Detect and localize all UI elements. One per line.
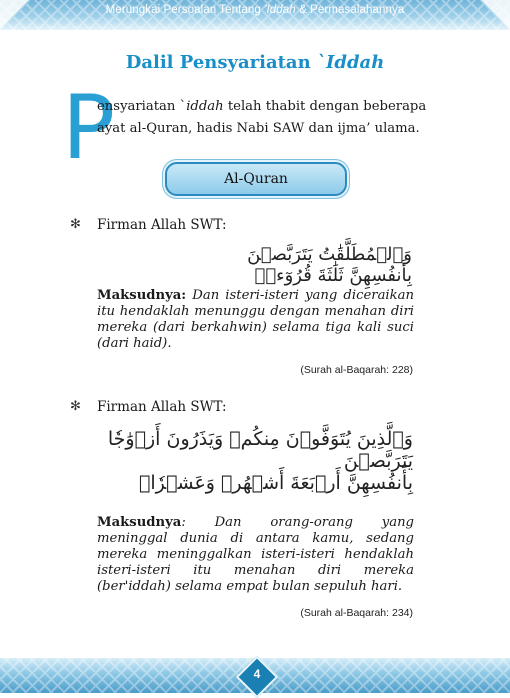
verse-source: (Surah al-Baqarah: 228) bbox=[300, 364, 413, 376]
section-title-italic: `Iddah bbox=[316, 52, 385, 73]
running-head-italic: 'Iddah bbox=[264, 4, 296, 16]
section-title-text: Dalil Pensyariatan bbox=[125, 52, 317, 73]
page-number: 4 bbox=[253, 667, 261, 681]
maksudnya-label: Maksudnya bbox=[97, 515, 182, 530]
intro-text: ensyariatan ` bbox=[97, 99, 187, 114]
maksudnya-paragraph bbox=[97, 515, 414, 595]
intro-text-end: telah thabit dengan beberapa ayat al-Quran, hadis Nabi SAW dan ijma’ ulama. bbox=[97, 99, 427, 136]
arabic-verse-line-2: بِأَنفُسِهِنَّ أَرۡبَعَةَ أَشۡهُرٖ وَعَشۡرٗاۖ bbox=[138, 472, 413, 494]
intro-italic: iddah bbox=[186, 99, 224, 114]
verse-source: (Surah al-Baqarah: 234) bbox=[300, 607, 413, 619]
maksudnya-label: Maksudnya: bbox=[97, 288, 187, 303]
drop-cap: P bbox=[62, 76, 116, 179]
section-title bbox=[0, 52, 510, 73]
bullet-icon: ✻ bbox=[70, 399, 81, 414]
running-head-text-end: & Permasalahannya bbox=[295, 4, 405, 16]
running-head bbox=[0, 4, 510, 16]
al-quran-heading: Al-Quran bbox=[165, 162, 347, 196]
intro-paragraph bbox=[97, 96, 443, 140]
firman-label: Firman Allah SWT: bbox=[97, 399, 227, 415]
maksudnya-text: Dan isteri-isteri yang diceraikan itu hendaklah menunggu dengan menahan diri mereka (dari berkahwin) selama tiga kali suci (dari haid). bbox=[97, 288, 414, 351]
maksudnya-paragraph bbox=[97, 288, 414, 352]
bullet-icon: ✻ bbox=[70, 217, 81, 232]
maksudnya-text: : Dan orang-orang yang meninggal dunia di antara kamu, sedang mereka meninggalkan isteri-isteri hendaklah isteri-isteri itu menahan diri mereka (ber'iddah) selama empat bulan sepuluh hari. bbox=[97, 515, 414, 594]
arabic-verse: وَٱلۡمُطَلَّقَٰتُ يَتَرَبَّصۡنَ بِأَنفُسِهِنَّ ثَلَٰثَةَ قُرُوٓءٖۚ bbox=[247, 244, 412, 286]
firman-label: Firman Allah SWT: bbox=[97, 217, 227, 233]
running-head-text: Merungkai Persoalan Tentang bbox=[105, 4, 265, 16]
arabic-verse-line-1: وَٱلَّذِينَ يُتَوَفَّوۡنَ مِنكُمۡ وَيَذَرُونَ أَزۡوَٰجٗا يَتَرَبَّصۡنَ bbox=[107, 428, 413, 472]
